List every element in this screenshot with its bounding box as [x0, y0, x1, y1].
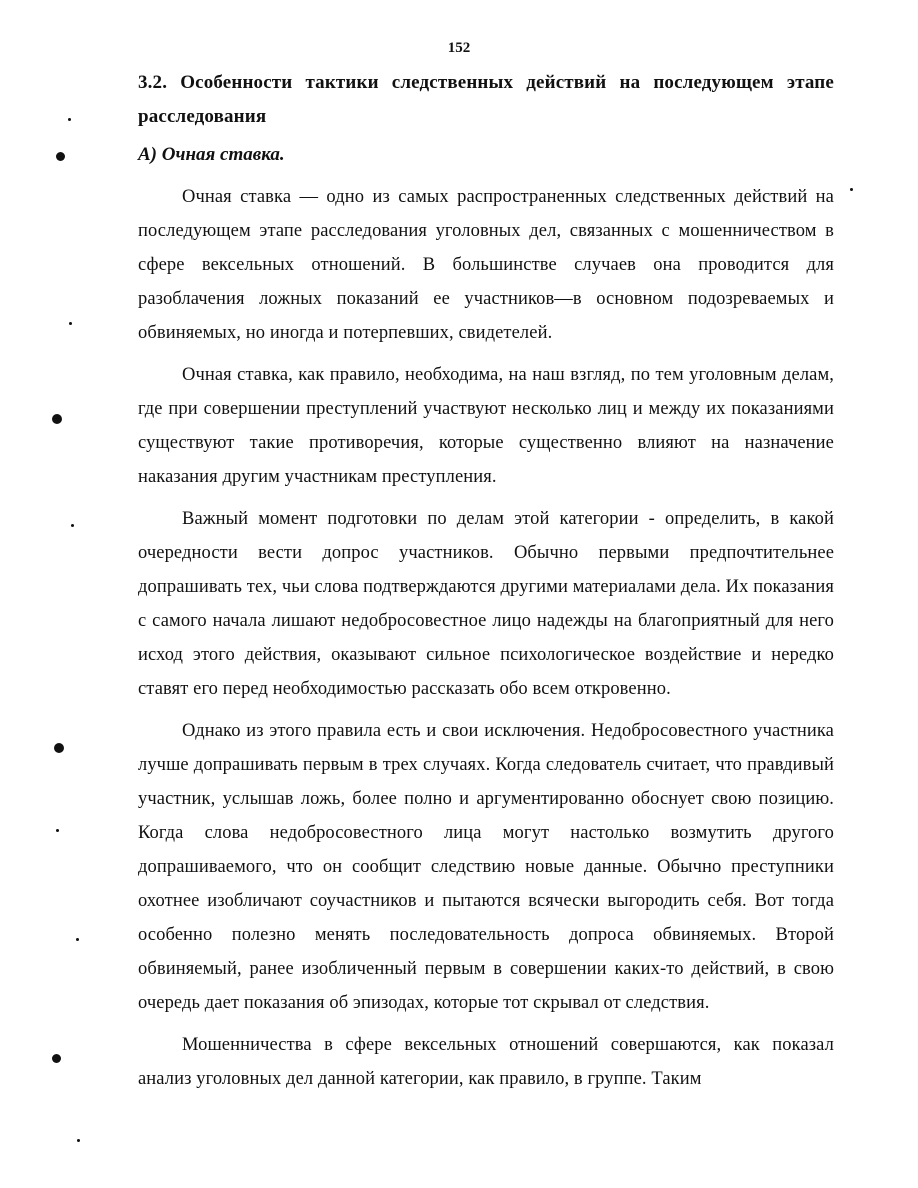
section-heading: 3.2. Особенности тактики следственных действий на последующем этапе расследования: [138, 72, 834, 127]
margin-dot: [52, 1054, 61, 1063]
page-content: [138, 66, 834, 1104]
margin-dot: [76, 938, 79, 941]
paragraph: Очная ставка, как правило, необходима, на наш взгляд, по тем уголовным делам, где при совершении преступлений участвуют несколько лиц и между их показаниями существуют такие противоречия, которые существенно влияют на назначение наказания другим участникам преступления.: [138, 365, 834, 487]
margin-dot: [56, 829, 59, 832]
page-number: 152: [447, 40, 471, 56]
margin-dot: [56, 152, 65, 161]
paragraph: Важный момент подготовки по делам этой категории - определить, в какой очередности вести допрос участников. Обычно первыми предпочтительнее допрашивать тех, чьи слова подтверждаются другими материалами дела. Их показания с самого начала лишают недобросовестное лицо надежды на благоприятный для него исход этого действия, оказывают сильное психологическое воздействие и нередко ставят его перед необходимостью рассказать обо всем откровенно.: [138, 509, 834, 699]
margin-dot: [77, 1139, 80, 1142]
paragraph: Однако из этого правила есть и свои исключения. Недобросовестного участника лучше допрашивать первым в трех случаях. Когда следователь считает, что правдивый участник, услышав ложь, более полно и аргументированно обоснует свою позицию. Когда слова недобросовестного лица могут настолько возмутить другого допрашиваемого, что он сообщит следствию новые данные. Обычно преступники охотнее изобличают соучастников и пытаются всячески выгородить себя. Вот тогда особенно полезно менять последовательность допроса обвиняемых. Второй обвиняемый, ранее изобличенный первым в совершении каких-то действий, в свою очередь дает показания об эпизодах, которые тот скрывал от следствия.: [138, 721, 834, 1013]
paragraph: Мошенничества в сфере вексельных отношений совершаются, как показал анализ уголовных дел данной категории, как правило, в группе. Таким: [138, 1035, 834, 1089]
margin-dot: [850, 188, 853, 191]
margin-dot: [54, 743, 64, 753]
margin-dot: [69, 322, 72, 325]
paragraph: Очная ставка — одно из самых распространенных следственных действий на последующем этапе расследования уголовных дел, связанных с мошенничеством в сфере вексельных отношений. В большинстве случаев она проводится для разоблачения ложных показаний ее участников—в основном подозреваемых и обвиняемых, но иногда и потерпевших, свидетелей.: [138, 187, 834, 343]
margin-dot: [68, 118, 71, 121]
margin-dot: [71, 524, 74, 527]
subsection-heading: А) Очная ставка.: [138, 144, 285, 165]
margin-dot: [52, 414, 62, 424]
